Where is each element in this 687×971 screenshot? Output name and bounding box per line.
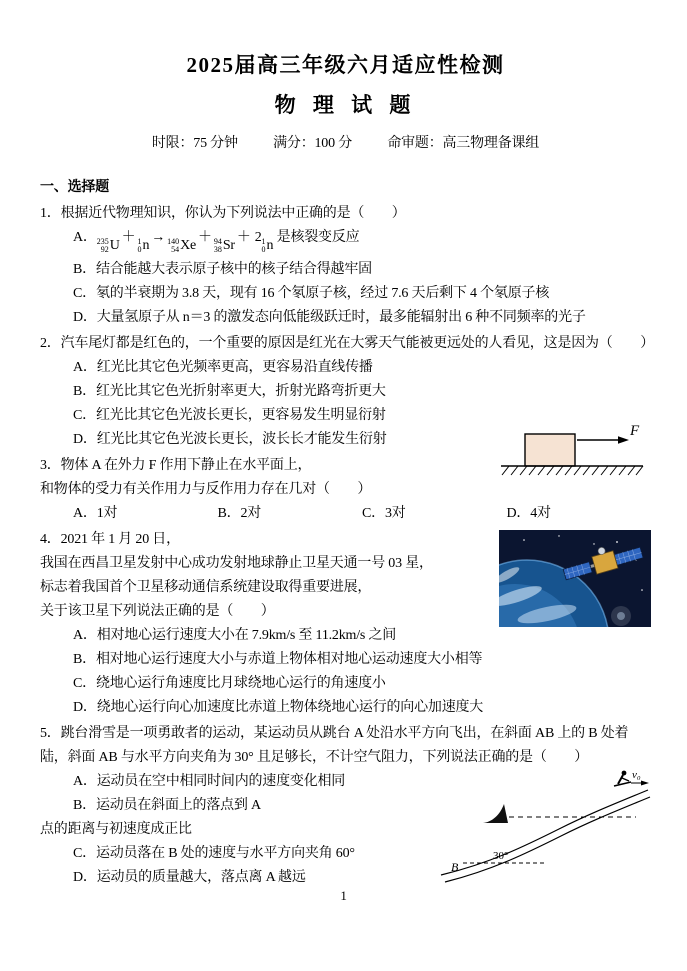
question-3-figure — [497, 422, 647, 493]
skier-skis — [614, 782, 631, 786]
force-label: F — [630, 423, 640, 439]
section-heading-multiple-choice: 一、选择题 — [40, 180, 109, 195]
question-4-stem-line3: 标志着我国首个卫星移动通信系统建设取得重要进展， — [40, 580, 372, 595]
reaction-arrow: → — [151, 230, 166, 245]
paper-meta — [40, 132, 651, 156]
question-4-figure — [499, 530, 651, 636]
sun-flare-core — [617, 612, 625, 620]
slope-angle-label: 30° — [493, 850, 509, 862]
question-2-option-c: C．红光比其它色光波长更长，更容易发生明显衍射 — [73, 408, 386, 423]
question-4-option-d: D．绕地心运行向心加速度比赤道上物体绕地心运行的向心加速度大 — [73, 700, 484, 715]
question-4 — [40, 528, 651, 720]
force-arrowhead — [618, 436, 629, 444]
paper-title: 2025届高三年级六月适应性检测 — [186, 53, 505, 77]
question-4-stem-line4: 关于该卫星下列说法正确的是（ ） — [40, 604, 275, 619]
question-5-option-c: C．运动员落在 B 处的速度与水平方向夹角 60° — [73, 846, 355, 861]
option-label: A． — [73, 230, 97, 245]
plus-sign: ＋ — [236, 230, 251, 245]
page-number: 1 — [340, 888, 347, 903]
star — [523, 539, 525, 541]
skier-body — [618, 775, 623, 784]
question-1-option-b: B．结合能越大表示原子核中的核子结合得越牢固 — [73, 262, 372, 277]
velocity-arrowhead — [641, 781, 649, 786]
question-1-stem: 1．根据近代物理知识，你认为下列说法中正确的是（ ） — [40, 206, 406, 221]
meta-full-score: 满分：100 分 — [273, 136, 352, 151]
question-5-options — [40, 770, 651, 893]
question-4-option-b: B．相对地心运行速度大小与赤道上物体相对地心运动速度大小相等 — [73, 652, 483, 667]
question-3-option-c: C．3对 — [362, 506, 406, 521]
paper-subtitle: 物 理 试 题 — [274, 93, 417, 117]
block-icon — [525, 434, 575, 466]
question-3-options — [40, 502, 651, 526]
option-a-text: 是核裂变反应 — [276, 230, 360, 245]
question-4-option-a: A．相对地心运行速度大小在 7.9km/s 至 11.2km/s 之间 — [73, 628, 397, 643]
question-3-option-b: B．2对 — [217, 506, 262, 521]
point-b-label: B — [451, 860, 459, 874]
skier-arm — [622, 778, 629, 781]
initial-velocity-label: v₀ — [632, 769, 641, 781]
question-3-option-d: D．4对 — [506, 506, 551, 521]
question-4-stem-line2: 我国在西昌卫星发射中心成功发射地球静止卫星天通一号 03 星， — [40, 556, 433, 571]
slope-line-lower — [445, 797, 650, 882]
block-on-surface-diagram — [497, 422, 647, 484]
question-1 — [40, 202, 651, 330]
ground-hatching — [502, 466, 643, 475]
question-3-stem-line2: 和物体的受力有关作用力与反作用力存在几对（ ） — [40, 482, 372, 497]
question-3-stem-line1: 3．物体 A 在外力 F 作用下静止在水平面上， — [40, 458, 312, 473]
star — [641, 589, 643, 591]
question-2-stem: 2．汽车尾灯都是红色的，一个重要的原因是红光在大雾天气能被更远处的人看见，这是因为（ ） — [40, 336, 654, 351]
nuclide-uranium-235: 235 92 U — [96, 237, 120, 254]
ski-jump-diagram — [433, 766, 651, 884]
question-5-stem: 5．跳台滑雪是一项勇敢者的运动，某运动员从跳台 A 处沿水平方向飞出，在斜面 AB 上的 B 处着陆，斜面 AB 与水平方向夹角为 30° 且足够长，不计空气阻力，下列说法正确的是（ ） — [40, 726, 629, 765]
star — [558, 535, 559, 536]
nuclide-strontium-94: 94 38 Sr — [213, 237, 235, 254]
meta-time-limit: 时限：75 分钟 — [151, 136, 238, 151]
plus-sign: ＋ — [121, 230, 136, 245]
plus-sign: ＋ — [198, 230, 212, 245]
question-2-option-d: D．红光比其它色光波长更长，波长长才能发生衍射 — [73, 432, 387, 447]
nuclide-xenon-140: 140 54 Xe — [167, 237, 197, 254]
slope-line-upper — [441, 790, 648, 875]
question-5-figure — [433, 766, 651, 893]
question-5-option-b-line1: B．运动员在斜面上的落点到 A — [73, 798, 261, 813]
question-3-option-a: A．1对 — [73, 506, 118, 521]
nuclide-neutron: 1 0 n — [137, 237, 150, 254]
question-5-option-b-line2: 点的距离与初速度成正比 — [40, 822, 192, 837]
question-5-option-d: D．运动员的质量越大，落点离 A 越远 — [73, 870, 306, 885]
question-5 — [40, 722, 651, 893]
question-2-option-b: B．红光比其它色光折射率更大，折射光路弯折更大 — [73, 384, 386, 399]
question-4-options — [40, 624, 651, 720]
question-4-option-c: C．绕地心运行角速度比月球绕地心运行的角速度小 — [73, 676, 386, 691]
question-1-option-a — [73, 226, 651, 258]
question-4-stem-line1: 4．2021 年 1 月 20 日， — [40, 532, 180, 547]
star — [616, 541, 618, 543]
neutron-coefficient: 2 — [254, 230, 262, 245]
jump-ramp-icon — [483, 804, 508, 823]
question-1-option-c: C．氡的半衰期为 3.8 天，现有 16 个氡原子核，经过 7.6 天后剩下 4 个氡原子核 — [73, 286, 550, 301]
meta-exam-maker: 命审题：高三物理备课组 — [387, 136, 540, 151]
nuclide-neutron: 1 0 n — [261, 237, 274, 254]
satellite-photo — [499, 530, 651, 627]
paper-header — [40, 50, 651, 156]
star — [593, 543, 594, 544]
question-5-option-a: A．运动员在空中相同时间内的速度变化相同 — [73, 774, 346, 789]
question-1-option-d: D．大量氢原子从 n＝3 的激发态向低能级跃迁时，最多能辐射出 6 种不同频率的光子 — [73, 310, 586, 325]
question-2-option-a: A．红光比其它色光频率更高，更容易沿直线传播 — [73, 360, 373, 375]
question-1-options — [40, 226, 651, 330]
